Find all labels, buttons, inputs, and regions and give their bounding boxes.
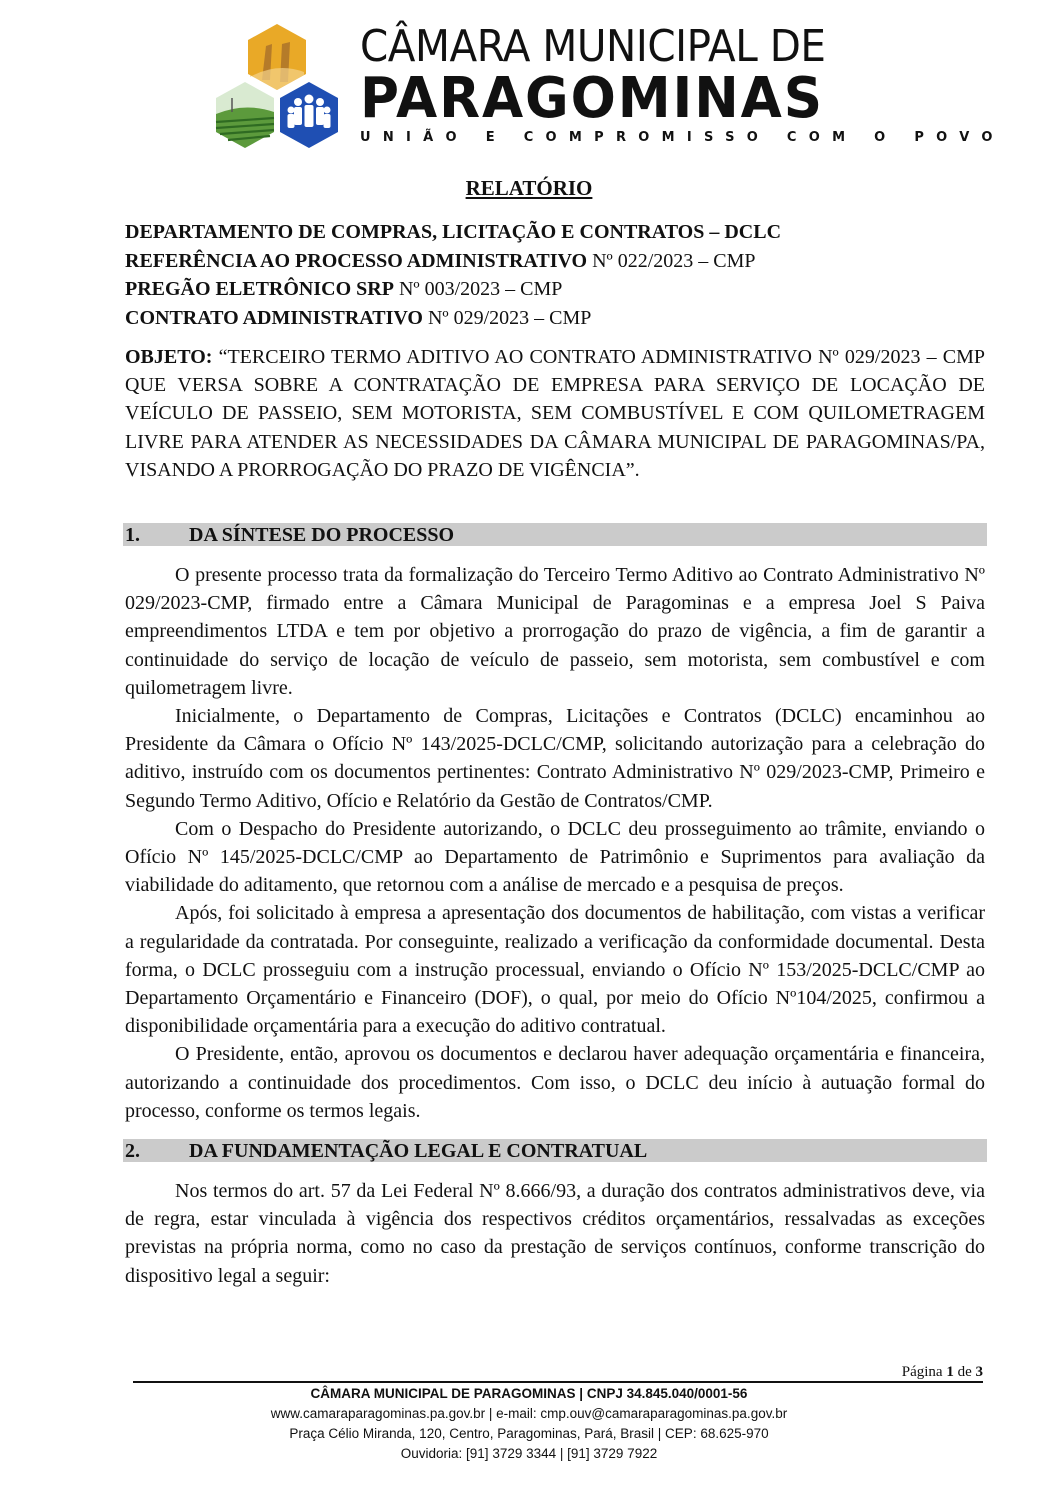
department-label: DEPARTAMENTO DE COMPRAS, LICITAÇÃO E CONTRATOS – DCLC (125, 221, 782, 243)
page-current: 1 (946, 1364, 954, 1380)
objeto-text: “TERCEIRO TERMO ADITIVO AO CONTRATO ADMINISTRATIVO Nº 029/2023 – CMP QUE VERSA SOBRE A CONTRATAÇÃO DE EMPRESA PARA SERVIÇO DE LOCAÇÃO DE VEÍCULO DE PASSEIO, SEM MOTORISTA, SEM COMBUSTÍVEL E COM QUILOMETRAGEM LIVRE PARA ATENDER AS NECESSIDADES DA CÂMARA MUNICIPAL DE PARAGOMINAS/PA, VISANDO A PRORROGAÇÃO DO PRAZO DE VIGÊNCIA”. (125, 346, 985, 481)
brand-tagline: UNIÃO E COMPROMISSO COM O POVO (360, 130, 1005, 145)
letterhead (210, 21, 1005, 152)
section-title: DA FUNDAMENTAÇÃO LEGAL E CONTRATUAL (189, 1140, 648, 1162)
contract-number: Nº 029/2023 – CMP (422, 306, 592, 329)
objeto-paragraph (125, 343, 985, 484)
section-heading-2 (123, 1139, 987, 1162)
page-number (902, 1364, 983, 1381)
pregao-label: PREGÃO ELETRÔNICO SRP (125, 278, 394, 300)
page-total: 3 (975, 1364, 983, 1380)
reference-line-contract (125, 304, 985, 333)
footer-contact-line: www.camaraparagominas.pa.gov.br | e-mail: cmp.ouv@camaraparagominas.pa.gov.br (270, 1406, 788, 1421)
footer (0, 1384, 1058, 1464)
process-number: Nº 022/2023 – CMP (587, 249, 756, 272)
paragraph: Inicialmente, o Departamento de Compras, Licitações e Contratos (DCLC) encaminhou ao Presidente da Câmara o Ofício Nº 143/2025-DCLC/CMP, solicitando autorização para a celebração do aditivo, instruído com os documentos pertinentes: Contrato Administrativo Nº 029/2023-CMP, Primeiro e Segundo Termo Aditivo, Ofício e Relatório da Gestão de Contratos/CMP. (125, 705, 985, 812)
section-body-1 (125, 561, 985, 1125)
footer-org-line: CÂMARA MUNICIPAL DE PARAGOMINAS | CNPJ 34.845.040/0001-56 (310, 1386, 748, 1401)
page-separator: de (953, 1364, 976, 1380)
brand-line-1: CÂMARA MUNICIPAL DE (360, 21, 826, 72)
page-prefix: Página (901, 1364, 947, 1380)
paragraph: O presente processo trata da formalização do Terceiro Termo Aditivo ao Contrato Administrativo Nº 029/2023-CMP, firmado entre a Câmara Municipal de Paragominas e a empresa Joel S Paiva empreendimentos LTDA e tem por objetivo a prorrogação do prazo de vigência, a fim de garantir a continuidade do serviço de locação de veículo de passeio, sem motorista, sem combustível e com quilometragem livre. (125, 564, 985, 699)
brand-line-2: PARAGOMINAS (360, 66, 824, 131)
section-title: DA SÍNTESE DO PROCESSO (189, 524, 455, 546)
contract-label: CONTRATO ADMINISTRATIVO (125, 306, 423, 329)
reference-block (125, 218, 985, 332)
section-body-2 (125, 1177, 985, 1290)
reference-line-pregao (125, 275, 985, 304)
process-label: REFERÊNCIA AO PROCESSO ADMINISTRATIVO (125, 249, 588, 272)
section-number: 2. (125, 1140, 140, 1162)
objeto-label: OBJETO: (125, 346, 213, 368)
section-heading-1 (123, 523, 987, 546)
document-title: RELATÓRIO (465, 176, 593, 200)
footer-address-line: Praça Célio Miranda, 120, Centro, Paragominas, Pará, Brasil | CEP: 68.625-970 (289, 1426, 769, 1441)
paragraph: Nos termos do art. 57 da Lei Federal Nº 8.666/93, a duração dos contratos administrativos deve, via de regra, estar vinculada à vigência dos respectivos créditos orçamentários, ressalvadas as exceções previstas na própria norma, como no caso da prestação de serviços contínuos, conforme transcrição do dispositivo legal a seguir: (125, 1180, 985, 1287)
footer-ouvidoria-line: Ouvidoria: [91] 3729 3344 | [91] 3729 7922 (400, 1446, 658, 1461)
section-number: 1. (125, 524, 140, 546)
paragraph: O Presidente, então, aprovou os documentos e declarou haver adequação orçamentária e financeira, autorizando a continuidade dos procedimentos. Com isso, o DCLC deu início à autuação formal do processo, conforme os termos legais. (125, 1043, 985, 1122)
pregao-number: Nº 003/2023 – CMP (393, 278, 563, 300)
three-hexagon-emblem-icon (210, 22, 345, 157)
paragraph: Com o Despacho do Presidente autorizando, o DCLC deu prosseguimento ao trâmite, enviando o Ofício Nº 145/2025-DCLC/CMP ao Departamento de Patrimônio e Suprimentos para avaliação da viabilidade do aditamento, que retornou com a análise de mercado e a pesquisa de preços. (125, 817, 985, 897)
reference-line-process (125, 247, 985, 276)
paragraph: Após, foi solicitado à empresa a apresentação dos documentos de habilitação, com vistas a verificar a regularidade da contratada. Por conseguinte, realizado a verificação da conformidade documental. Desta forma, o DCLC prosseguiu com a instrução processual, enviando o Ofício Nº 153/2025-DCLC/CMP ao Departamento Orçamentário e Financeiro (DOF), o qual, por meio do Ofício Nº104/2025, confirmou a disponibilidade orçamentária para a execução do aditivo contratual. (125, 902, 985, 1038)
reference-line-department (125, 218, 985, 247)
footer-divider (133, 1381, 983, 1383)
brand-wordmark (360, 21, 1005, 145)
